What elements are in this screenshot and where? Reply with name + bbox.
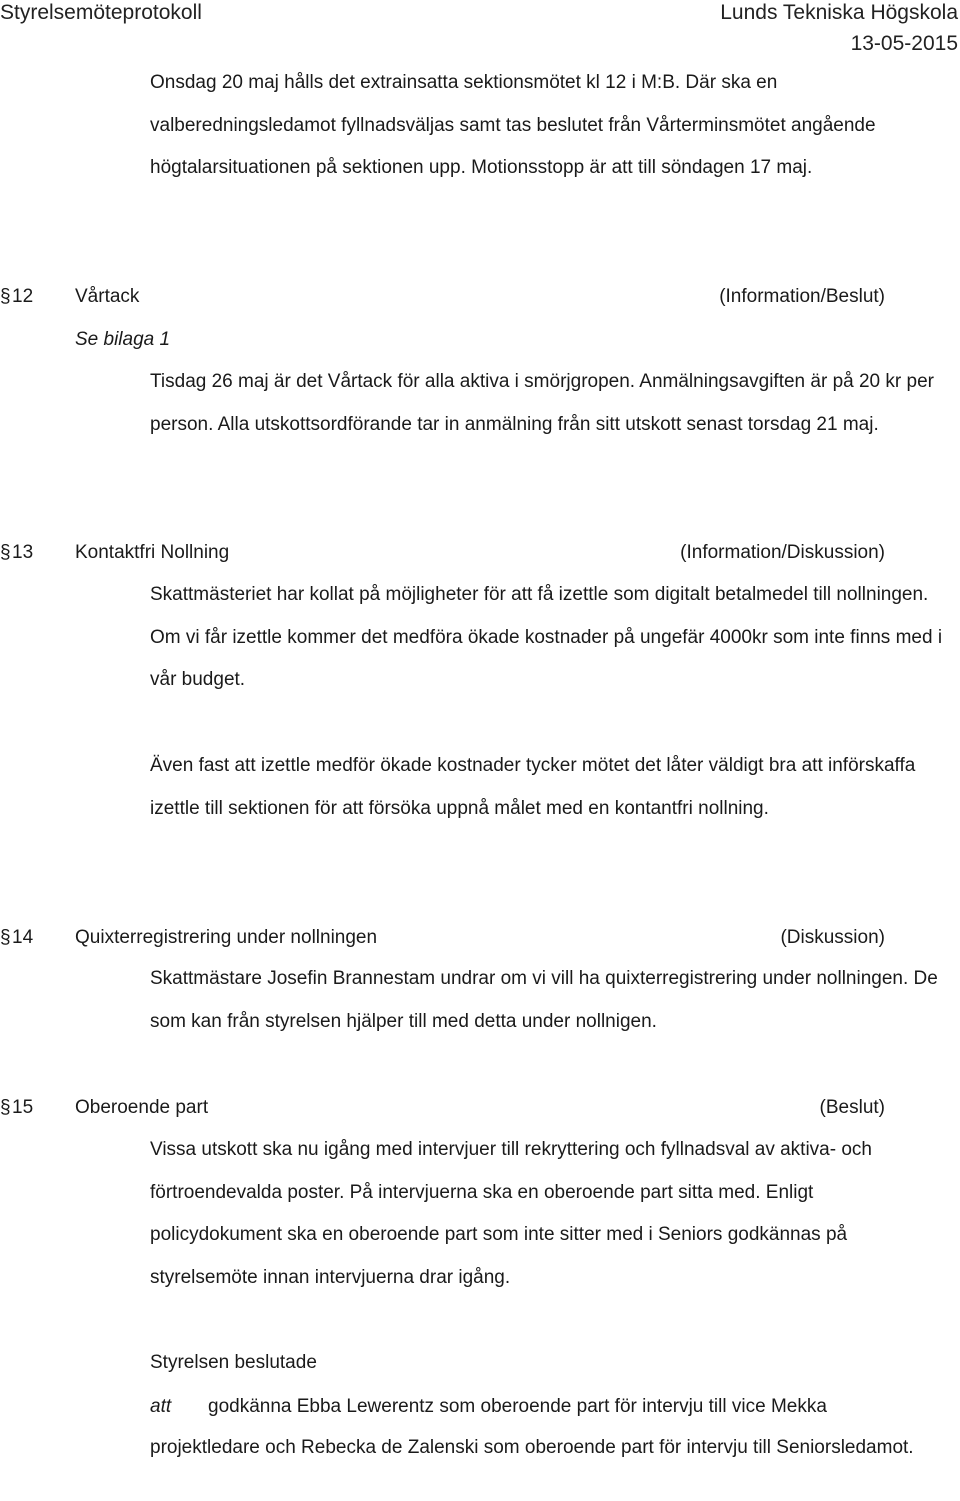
section-12-heading — [0, 282, 885, 312]
section-number: 13 — [12, 542, 34, 563]
decision-continuation: projektledare och Rebecka de Zalenski som oberoende part för intervju till Seniorsledamot. — [150, 1437, 914, 1458]
section-title: Kontaktfri Nollning — [75, 542, 230, 563]
section-12-paragraph: Tisdag 26 maj är det Vårtack för alla aktiva i smörjgropen. Anmälningsavgiften är på 20 kr per person. Alla utskottsordförande tar in anmälning från sitt utskott senast torsdag 21 maj. — [150, 371, 934, 435]
decision-att-keyword: att — [150, 1396, 172, 1417]
header-document-title: Styrelsemöteprotokoll — [0, 1, 202, 24]
section-title: Oberoende part — [75, 1097, 209, 1118]
section-14-paragraph: Skattmästare Josefin Brannestam undrar om vi vill ha quixterregistrering under nollningen. De som kan från styrelsen hjälper till med detta under nollnigen. — [150, 968, 938, 1032]
intro-paragraph: Onsdag 20 maj hålls det extrainsatta sektionsmötet kl 12 i M:B. Där ska en valberedningsledamot fyllnadsväljas samt tas beslutet från Vårterminsmötet angående högtalarsituationen på sektionen upp. Motionsstopp är att till söndagen 17 maj. — [150, 72, 876, 179]
header-date: 13-05-2015 — [850, 32, 958, 55]
section-tag: (Information/Beslut) — [719, 286, 885, 307]
section-symbol: § — [0, 542, 11, 563]
section-tag: (Information/Diskussion) — [680, 542, 885, 563]
section-number: 14 — [12, 927, 34, 948]
section-symbol: § — [0, 927, 11, 948]
section-number: 15 — [12, 1097, 34, 1118]
decision-intro: Styrelsen beslutade — [150, 1352, 317, 1373]
section-13-paragraph-2: Även fast att izettle medför ökade kostnader tycker mötet det låter väldigt bra att införskaffa izettle till sektionen för att försöka uppnå målet med en kontantfri nollning. — [150, 755, 916, 819]
header-organization: Lunds Tekniska Högskola — [720, 1, 958, 24]
section-12-attachment-ref: Se bilaga 1 — [75, 329, 171, 350]
section-symbol: § — [0, 1097, 11, 1118]
section-tag: (Diskussion) — [780, 927, 885, 948]
section-14-heading — [0, 923, 885, 953]
section-number: 12 — [12, 286, 34, 307]
page-header — [0, 0, 960, 60]
decision-text: godkänna Ebba Lewerentz som oberoende part för intervju till vice Mekka — [208, 1396, 827, 1417]
section-15-heading — [0, 1093, 885, 1123]
section-tag: (Beslut) — [819, 1097, 885, 1118]
section-title: Quixterregistrering under nollningen — [75, 927, 378, 948]
section-13-heading — [0, 538, 885, 568]
decision-first-line — [150, 1392, 827, 1422]
section-title: Vårtack — [75, 286, 140, 307]
section-15-paragraph: Vissa utskott ska nu igång med intervjuer till rekryttering och fyllnadsval av aktiva- och förtroendevalda poster. På intervjuerna ska en oberoende part sitta med. Enligt policydokument ska en oberoende part som inte sitter med i Seniors godkännas på styrelsemöte innan intervjuerna drar igång. — [150, 1139, 872, 1288]
section-13-paragraph-1: Skattmästeriet har kollat på möjligheter för att få izettle som digitalt betalmedel till nollningen. Om vi får izettle kommer det medföra ökade kostnader på ungefär 4000kr som inte finns med i vår budget. — [150, 584, 943, 691]
section-symbol: § — [0, 286, 11, 307]
